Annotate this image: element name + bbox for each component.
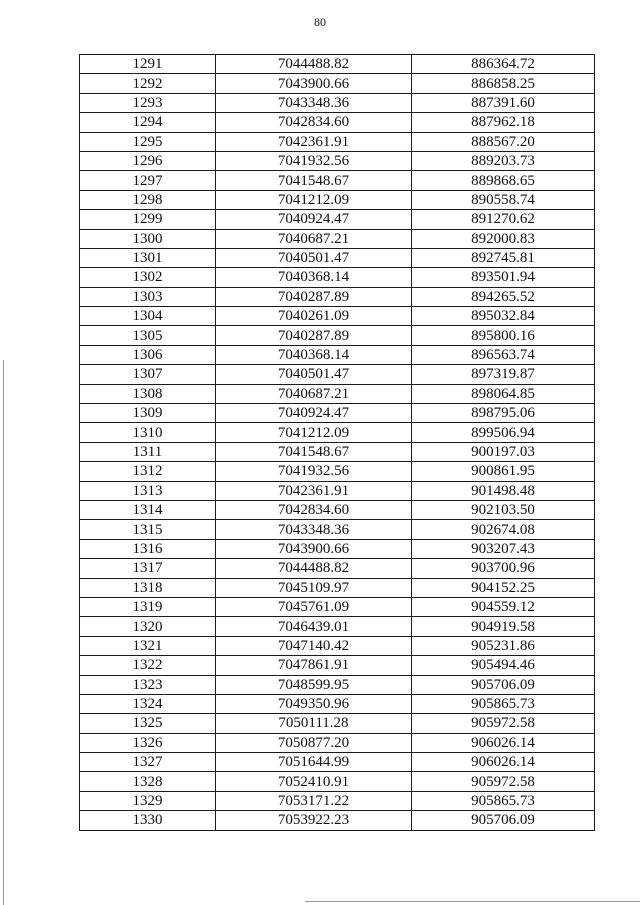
y-coordinate-cell: 906026.14 [412,753,595,772]
y-coordinate-cell: 901498.48 [412,481,595,500]
x-coordinate-cell: 7042361.91 [216,132,412,151]
table-row [80,326,595,345]
y-coordinate-cell: 900197.03 [412,442,595,461]
table-row [80,578,595,597]
x-coordinate-cell: 7048599.95 [216,675,412,694]
y-coordinate-cell: 886858.25 [412,74,595,93]
table-row [80,132,595,151]
y-coordinate-cell: 902674.08 [412,520,595,539]
x-coordinate-cell: 7041932.56 [216,151,412,170]
x-coordinate-cell: 7045109.97 [216,578,412,597]
table-row [80,74,595,93]
table-row [80,384,595,403]
point-number-cell: 1305 [80,326,216,345]
point-number-cell: 1325 [80,714,216,733]
point-number-cell: 1296 [80,151,216,170]
point-number-cell: 1315 [80,520,216,539]
table-row [80,307,595,326]
point-number-cell: 1300 [80,229,216,248]
x-coordinate-cell: 7053171.22 [216,791,412,810]
point-number-cell: 1326 [80,733,216,752]
x-coordinate-cell: 7041548.67 [216,442,412,461]
point-number-cell: 1330 [80,811,216,830]
point-number-cell: 1291 [80,55,216,74]
x-coordinate-cell: 7045761.09 [216,597,412,616]
y-coordinate-cell: 892745.81 [412,248,595,267]
x-coordinate-cell: 7049350.96 [216,694,412,713]
table-row [80,694,595,713]
y-coordinate-cell: 903700.96 [412,559,595,578]
point-number-cell: 1302 [80,268,216,287]
y-coordinate-cell: 890558.74 [412,190,595,209]
x-coordinate-cell: 7040368.14 [216,345,412,364]
point-number-cell: 1319 [80,597,216,616]
y-coordinate-cell: 899506.94 [412,423,595,442]
point-number-cell: 1292 [80,74,216,93]
table-row [80,462,595,481]
x-coordinate-cell: 7050111.28 [216,714,412,733]
point-number-cell: 1308 [80,384,216,403]
table-row [80,210,595,229]
table-row [80,248,595,267]
point-number-cell: 1312 [80,462,216,481]
point-number-cell: 1320 [80,617,216,636]
x-coordinate-cell: 7050877.20 [216,733,412,752]
point-number-cell: 1327 [80,753,216,772]
y-coordinate-cell: 898064.85 [412,384,595,403]
table-row [80,404,595,423]
table-row [80,559,595,578]
table-row [80,753,595,772]
point-number-cell: 1321 [80,636,216,655]
y-coordinate-cell: 887391.60 [412,93,595,112]
table-row [80,481,595,500]
table-row [80,656,595,675]
y-coordinate-cell: 905865.73 [412,694,595,713]
x-coordinate-cell: 7040924.47 [216,404,412,423]
point-number-cell: 1313 [80,481,216,500]
y-coordinate-cell: 891270.62 [412,210,595,229]
table-row [80,617,595,636]
table-row [80,520,595,539]
table-row [80,365,595,384]
table-row [80,171,595,190]
x-coordinate-cell: 7047140.42 [216,636,412,655]
coordinates-table-body [80,55,595,831]
table-row [80,151,595,170]
x-coordinate-cell: 7042361.91 [216,481,412,500]
y-coordinate-cell: 894265.52 [412,287,595,306]
point-number-cell: 1306 [80,345,216,364]
y-coordinate-cell: 905972.58 [412,714,595,733]
x-coordinate-cell: 7053922.23 [216,811,412,830]
y-coordinate-cell: 904919.58 [412,617,595,636]
table-row [80,675,595,694]
table-row [80,442,595,461]
point-number-cell: 1293 [80,93,216,112]
y-coordinate-cell: 895800.16 [412,326,595,345]
y-coordinate-cell: 888567.20 [412,132,595,151]
y-coordinate-cell: 898795.06 [412,404,595,423]
table-row [80,733,595,752]
table-row [80,500,595,519]
point-number-cell: 1329 [80,791,216,810]
x-coordinate-cell: 7040287.89 [216,326,412,345]
scan-edge-line [3,360,4,905]
page-number: 80 [314,15,326,29]
x-coordinate-cell: 7044488.82 [216,559,412,578]
x-coordinate-cell: 7041212.09 [216,190,412,209]
y-coordinate-cell: 905706.09 [412,675,595,694]
point-number-cell: 1295 [80,132,216,151]
table-row [80,345,595,364]
y-coordinate-cell: 900861.95 [412,462,595,481]
x-coordinate-cell: 7040687.21 [216,229,412,248]
point-number-cell: 1314 [80,500,216,519]
x-coordinate-cell: 7043900.66 [216,74,412,93]
table-row [80,113,595,132]
point-number-cell: 1311 [80,442,216,461]
x-coordinate-cell: 7041212.09 [216,423,412,442]
point-number-cell: 1323 [80,675,216,694]
x-coordinate-cell: 7052410.91 [216,772,412,791]
table-row [80,597,595,616]
y-coordinate-cell: 906026.14 [412,733,595,752]
point-number-cell: 1318 [80,578,216,597]
y-coordinate-cell: 905494.46 [412,656,595,675]
x-coordinate-cell: 7042834.60 [216,113,412,132]
y-coordinate-cell: 896563.74 [412,345,595,364]
y-coordinate-cell: 905706.09 [412,811,595,830]
y-coordinate-cell: 902103.50 [412,500,595,519]
table-row [80,268,595,287]
x-coordinate-cell: 7040924.47 [216,210,412,229]
table-row [80,772,595,791]
point-number-cell: 1294 [80,113,216,132]
x-coordinate-cell: 7044488.82 [216,55,412,74]
point-number-cell: 1298 [80,190,216,209]
x-coordinate-cell: 7040261.09 [216,307,412,326]
x-coordinate-cell: 7046439.01 [216,617,412,636]
point-number-cell: 1307 [80,365,216,384]
point-number-cell: 1322 [80,656,216,675]
table-row [80,190,595,209]
x-coordinate-cell: 7040368.14 [216,268,412,287]
point-number-cell: 1324 [80,694,216,713]
x-coordinate-cell: 7041548.67 [216,171,412,190]
table-row [80,287,595,306]
y-coordinate-cell: 905231.86 [412,636,595,655]
point-number-cell: 1328 [80,772,216,791]
y-coordinate-cell: 903207.43 [412,539,595,558]
y-coordinate-cell: 889203.73 [412,151,595,170]
point-number-cell: 1310 [80,423,216,442]
point-number-cell: 1309 [80,404,216,423]
table-row [80,229,595,248]
x-coordinate-cell: 7051644.99 [216,753,412,772]
table-row [80,93,595,112]
point-number-cell: 1304 [80,307,216,326]
y-coordinate-cell: 887962.18 [412,113,595,132]
table-row [80,791,595,810]
x-coordinate-cell: 7041932.56 [216,462,412,481]
y-coordinate-cell: 897319.87 [412,365,595,384]
table-row [80,55,595,74]
y-coordinate-cell: 886364.72 [412,55,595,74]
y-coordinate-cell: 893501.94 [412,268,595,287]
point-number-cell: 1299 [80,210,216,229]
y-coordinate-cell: 904559.12 [412,597,595,616]
y-coordinate-cell: 904152.25 [412,578,595,597]
table-row [80,539,595,558]
point-number-cell: 1303 [80,287,216,306]
y-coordinate-cell: 905865.73 [412,791,595,810]
coordinates-table [79,54,595,831]
y-coordinate-cell: 889868.65 [412,171,595,190]
y-coordinate-cell: 895032.84 [412,307,595,326]
point-number-cell: 1316 [80,539,216,558]
table-row [80,811,595,830]
point-number-cell: 1301 [80,248,216,267]
y-coordinate-cell: 892000.83 [412,229,595,248]
x-coordinate-cell: 7040287.89 [216,287,412,306]
x-coordinate-cell: 7043348.36 [216,93,412,112]
x-coordinate-cell: 7040687.21 [216,384,412,403]
table-row [80,423,595,442]
x-coordinate-cell: 7040501.47 [216,248,412,267]
x-coordinate-cell: 7047861.91 [216,656,412,675]
x-coordinate-cell: 7040501.47 [216,365,412,384]
table-row [80,636,595,655]
scan-edge-line [305,901,640,902]
y-coordinate-cell: 905972.58 [412,772,595,791]
table-row [80,714,595,733]
x-coordinate-cell: 7042834.60 [216,500,412,519]
point-number-cell: 1297 [80,171,216,190]
point-number-cell: 1317 [80,559,216,578]
x-coordinate-cell: 7043900.66 [216,539,412,558]
x-coordinate-cell: 7043348.36 [216,520,412,539]
